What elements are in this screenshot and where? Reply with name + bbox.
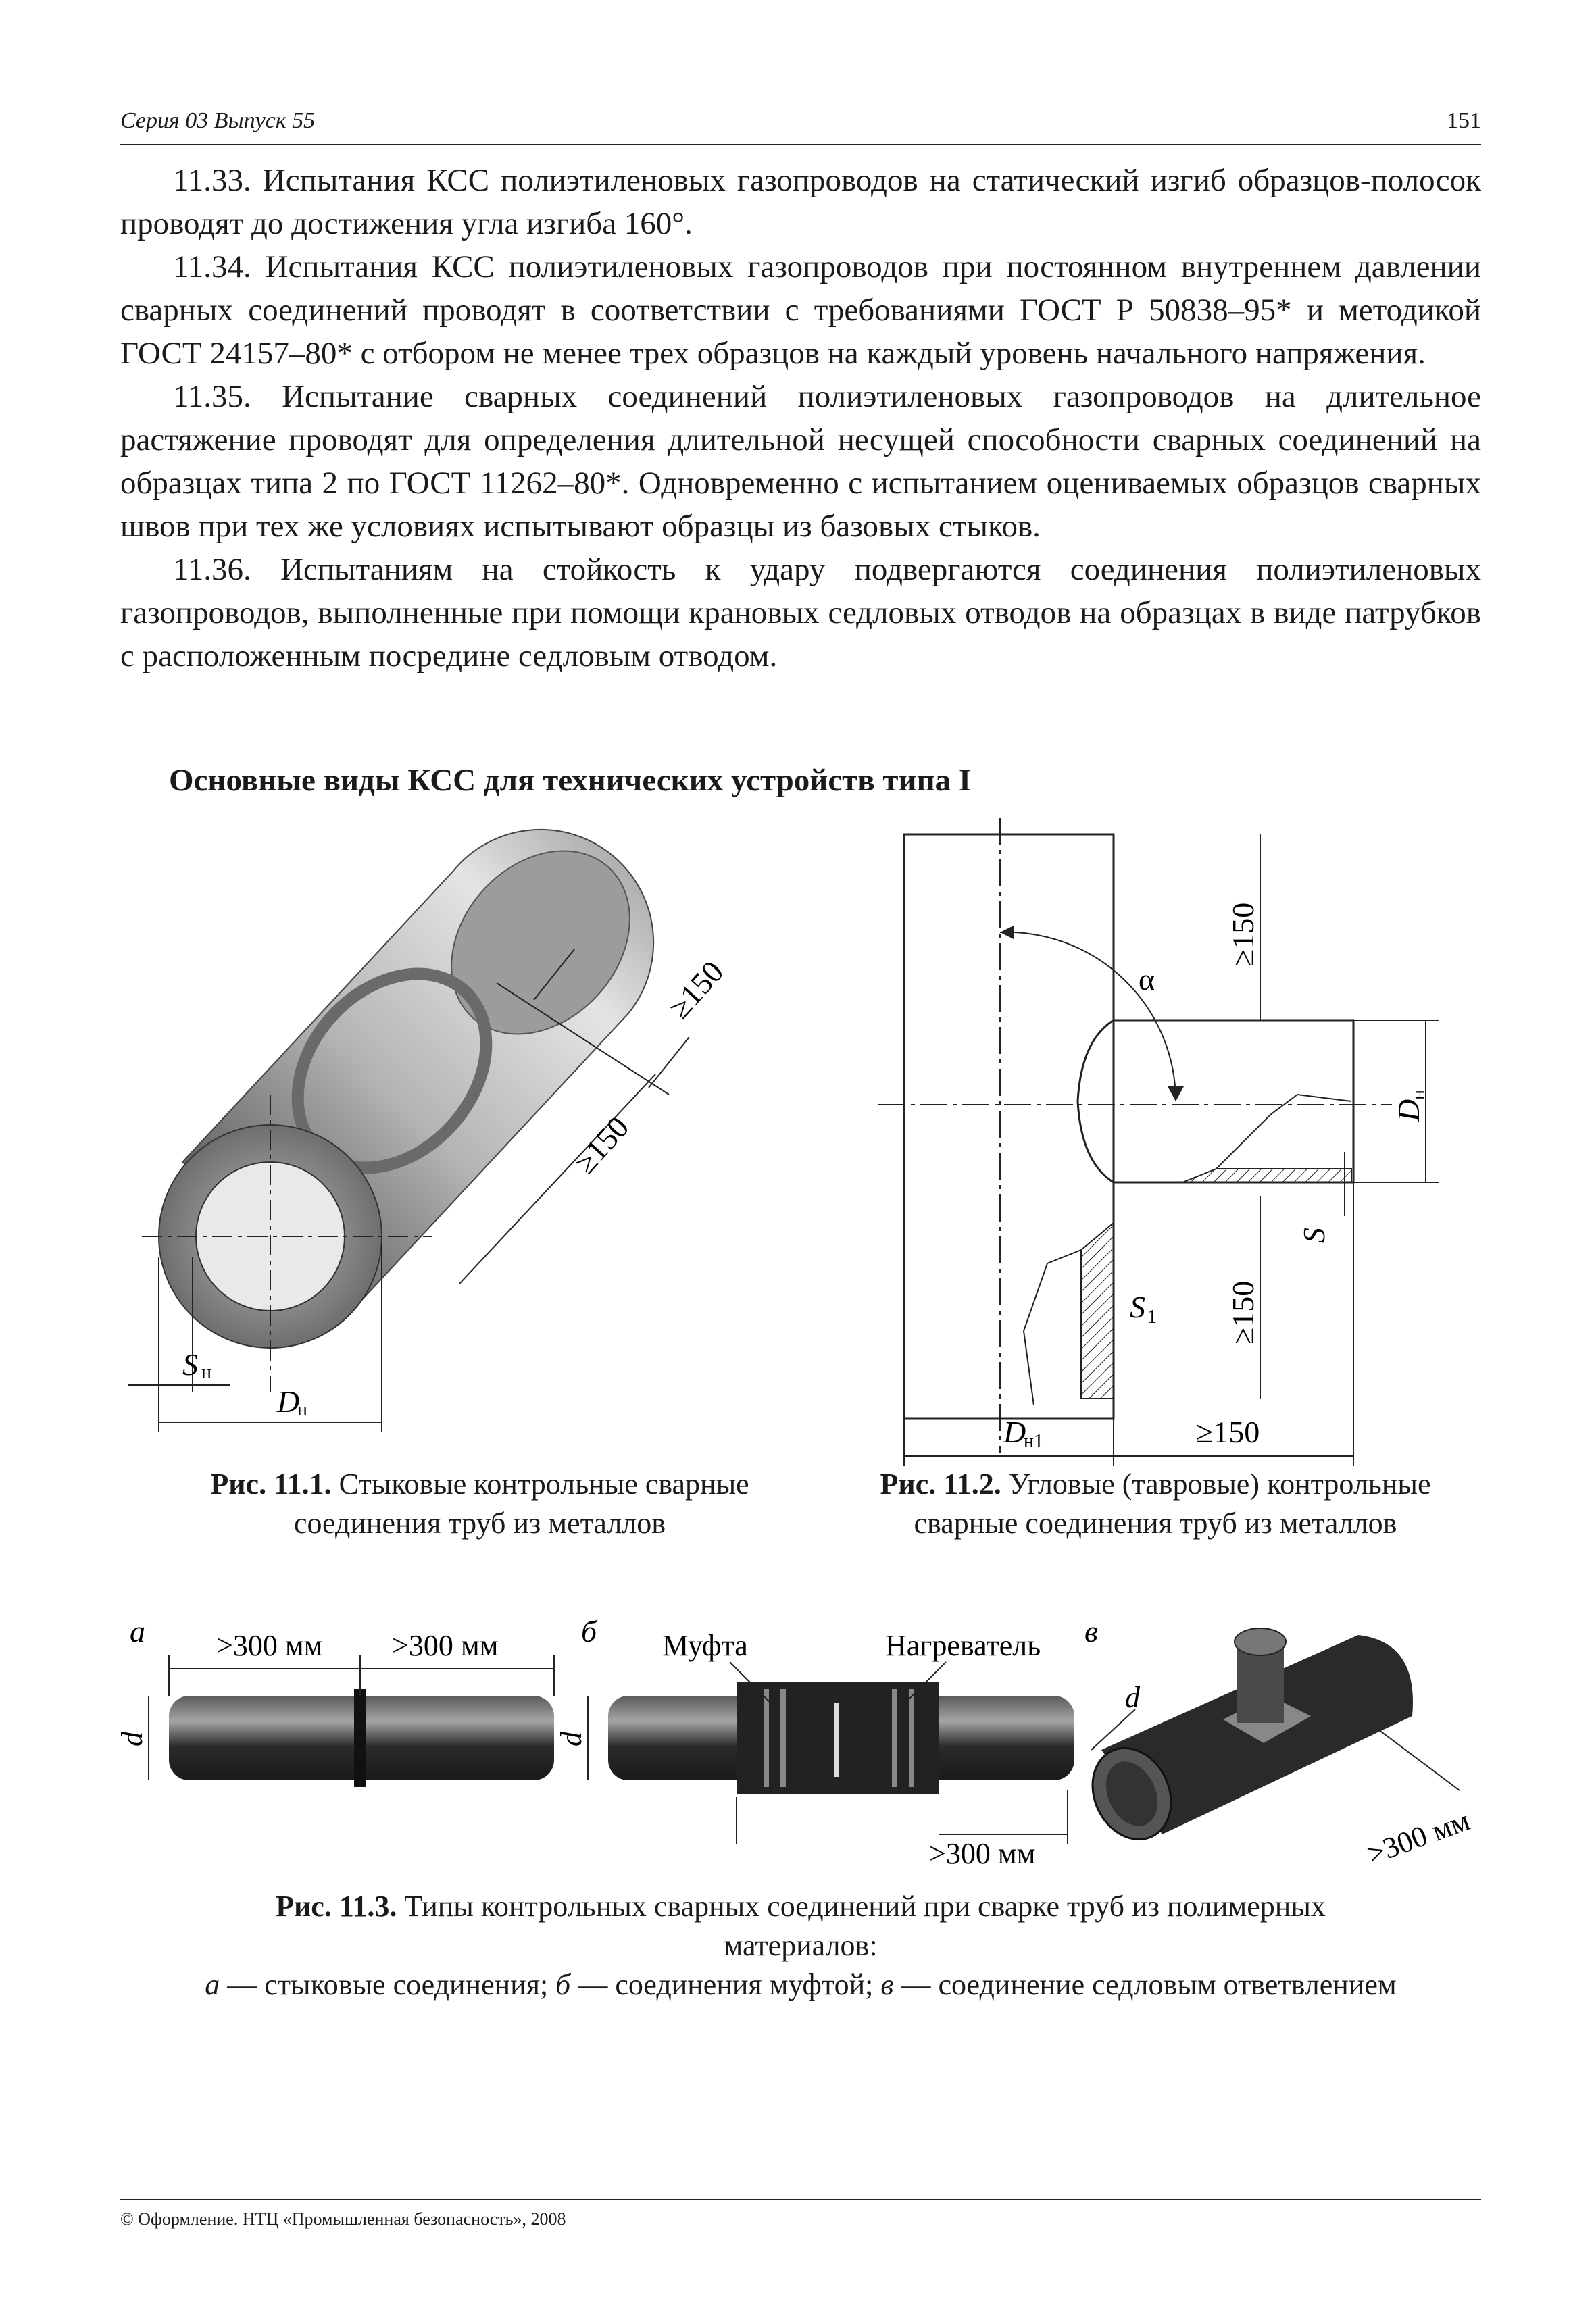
fig2-caption-line2: сварные соединения труб из металлов <box>914 1507 1397 1540</box>
fig3-legend-a-text: — стыковые соединения; <box>220 1968 556 2001</box>
fig3-dim-a-right: >300 мм <box>392 1629 499 1662</box>
fig3-label-coupling: Муфта <box>662 1629 748 1662</box>
fig2-label-s: S <box>1297 1228 1331 1243</box>
paragraph-11-33: 11.33. Испытания КСС полиэтиленовых газопроводов на статический изгиб образцов-полосок проводят до достижения угла изгиба 160°. <box>120 163 1481 241</box>
fig1-caption-line1: Стыковые контрольные сварные <box>339 1467 749 1501</box>
fig3-label-a: а <box>130 1614 145 1649</box>
fig3-label-v: в <box>1084 1614 1098 1649</box>
paragraph-11-35: 11.35. Испытание сварных соединений полиэтиленовых газопроводов на длительное растяжение проводят для определения длительной несущей способности сварных соединений на образцах типа 2 по ГОСТ 11262–80*. Одновременно с испытанием оцениваемых образцов сварных швов при тех же условиях испытывают образцы из базовых стыков. <box>120 379 1481 544</box>
fig2-label-dn: D <box>1391 1099 1426 1122</box>
fig1-label-d: D <box>277 1384 300 1419</box>
figure-11-2-caption <box>824 1465 1487 1543</box>
footer-copyright: © Оформление. НТЦ «Промышленная безопасность», 2008 <box>120 2209 566 2229</box>
footer-rule <box>120 2199 1481 2200</box>
fig3-label-d-v: d <box>1125 1681 1140 1714</box>
fig3-legend-v: в <box>880 1968 894 2001</box>
figure-11-1-drawing <box>115 811 791 1459</box>
fig2-caption-num: Рис. 11.2. <box>880 1467 1001 1501</box>
fig3-label-d-a: d <box>116 1732 149 1746</box>
paragraph-11-34: 11.34. Испытания КСС полиэтиленовых газопроводов при постоянном внутреннем давлении сварных соединений проводят в соответствии с требованиями ГОСТ Р 50838–95* и методикой ГОСТ 24157–80* с отбором не менее трех образцов на каждый уровень начального напряжения. <box>120 249 1481 371</box>
fig2-caption-line1: Угловые (тавровые) контрольные <box>1008 1467 1431 1501</box>
figure-11-2-drawing <box>878 818 1473 1466</box>
fig1-dim-lower: ≥150 <box>567 1109 636 1180</box>
fig3-legend-b: б <box>555 1968 571 2001</box>
body-text <box>120 159 1481 678</box>
fig1-caption-line2: соединения труб из металлов <box>293 1507 666 1540</box>
fig3-dim-b: >300 мм <box>929 1837 1036 1870</box>
fig3-legend-v-text: — соединение седловым ответвлением <box>893 1968 1397 2001</box>
fig3-label-heater: Нагреватель <box>885 1629 1041 1662</box>
fig1-dim-upper: ≥150 <box>662 954 730 1025</box>
figure-11-3-drawing <box>116 1601 1480 1871</box>
fig2-label-s1-sub: 1 <box>1147 1307 1157 1328</box>
fig1-label-s: S <box>182 1347 198 1382</box>
fig3-dim-v: >300 мм <box>1362 1803 1474 1871</box>
fig2-label-dn1: D <box>1003 1415 1026 1449</box>
fig3-caption-line1: Типы контрольных сварных соединений при сварке труб из полимерных <box>404 1890 1326 1923</box>
fig1-caption-num: Рис. 11.1. <box>210 1467 332 1501</box>
fig2-label-s1: S <box>1130 1290 1145 1324</box>
fig3-caption-num: Рис. 11.3. <box>276 1890 397 1923</box>
fig2-dim-mid: ≥150 <box>1226 1280 1260 1344</box>
fig2-label-dn-sub: н <box>1408 1090 1429 1100</box>
fig2-alpha: α <box>1139 962 1155 997</box>
page-number: 151 <box>1447 108 1481 133</box>
fig3-label-d-b: d <box>555 1732 588 1746</box>
fig3-legend-a: а <box>205 1968 220 2001</box>
fig3-dim-a-left: >300 мм <box>216 1629 323 1662</box>
fig3-caption-line2: материалов: <box>724 1929 878 1962</box>
fig1-label-d-sub: н <box>297 1399 307 1420</box>
header-rule <box>120 144 1481 145</box>
fig3-legend-b-text: — соединения муфтой; <box>570 1968 881 2001</box>
fig1-label-s-sub: н <box>201 1362 211 1383</box>
running-header-series: Серия 03 Выпуск 55 <box>120 108 316 133</box>
fig2-dim-bottom: ≥150 <box>1196 1415 1260 1449</box>
fig3-label-b: б <box>581 1614 597 1649</box>
fig2-label-dn1-sub: н1 <box>1024 1431 1043 1452</box>
fig2-dim-top: ≥150 <box>1226 902 1260 966</box>
section-title: Основные виды КСС для технических устройств типа I <box>169 763 972 798</box>
figure-11-1-caption <box>155 1465 804 1543</box>
paragraph-11-36: 11.36. Испытаниям на стойкость к удару подвергаются соединения полиэтиленовых газопроводов, выполненные при помощи крановых седловых отводов на образцах в виде патрубков с расположенным посредине седловым отводом. <box>120 552 1481 674</box>
figure-11-3-caption <box>120 1887 1481 2005</box>
